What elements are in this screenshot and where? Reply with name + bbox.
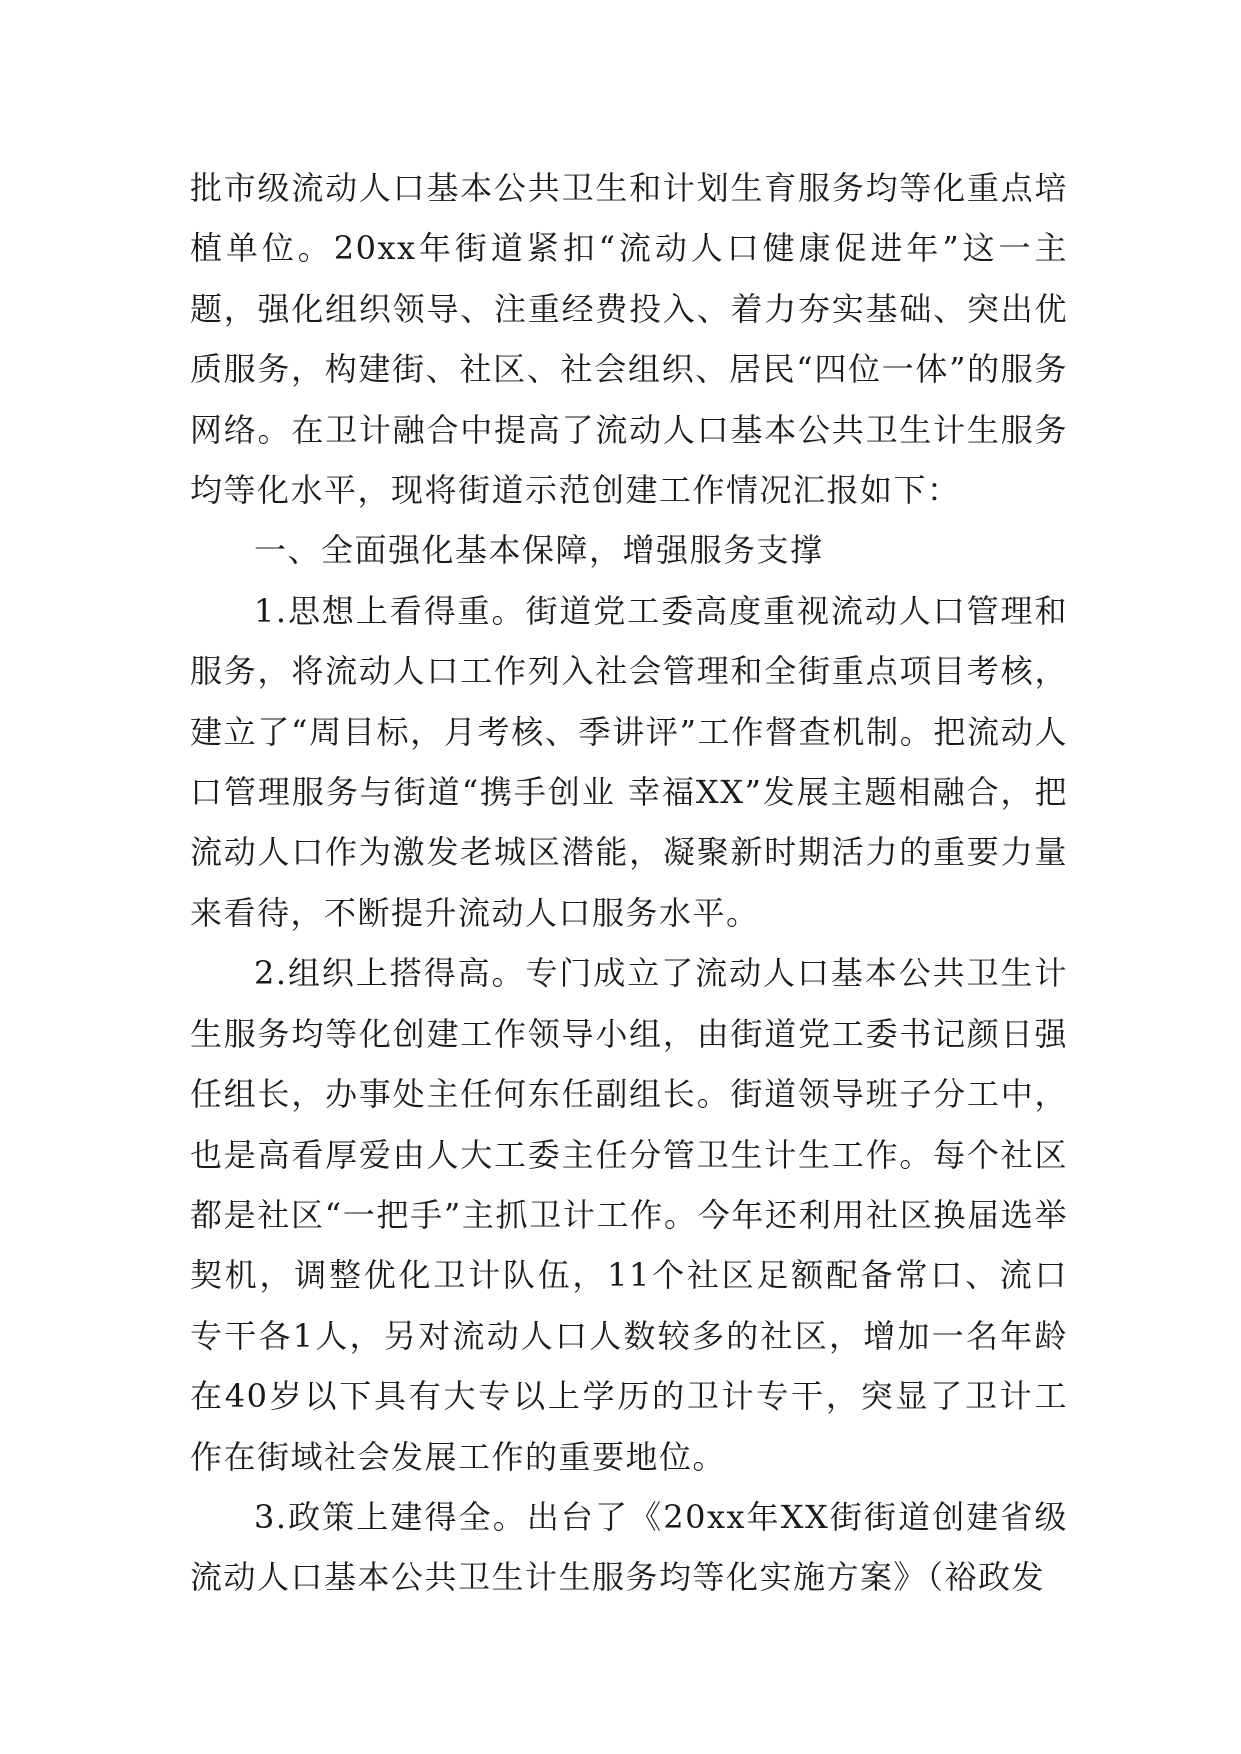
section-heading-1: 一、全面强化基本保障，增强服务支撑	[254, 531, 824, 570]
document-body	[190, 158, 1068, 1608]
paragraph-intro: 批市级流动人口基本公共卫生和计划生育服务均等化重点培植单位。20xx年街道紧扣“流动人口健康促进年”这一主题，强化组织领导、注重经费投入、着力夯实基础、突出优质服务，构建街、社区、社会组织、居民“四位一体”的服务网络。在卫计融合中提高了流动人口基本公共卫生计生服务均等化水平，现将街道示范创建工作情况汇报如下：	[190, 169, 1068, 510]
paragraph-item-1: 1.思想上看得重。街道党工委高度重视流动人口管理和服务，将流动人口工作列入社会管理和全街重点项目考核，建立了“周目标，月考核、季讲评”工作督查机制。把流动人口管理服务与街道“携手创业 幸福XX”发展主题相融合，把流动人口作为激发老城区潜能，凝聚新时期活力的重要力量来看待，不断提升流动人口服务水平。	[190, 591, 1068, 932]
paragraph-item-3: 3.政策上建得全。出台了《20xx年XX街街道创建省级流动人口基本公共卫生计生服务均等化实施方案》（裕政发	[190, 1497, 1068, 1597]
paragraph-item-2: 2.组织上搭得高。专门成立了流动人口基本公共卫生计生服务均等化创建工作领导小组，由街道党工委书记颜日强任组长，办事处主任何东任副组长。街道领导班子分工中，也是高看厚爱由人大工委主任分管卫生计生工作。每个社区都是社区“一把手”主抓卫计工作。今年还利用社区换届选举契机，调整优化卫计队伍，11个社区足额配备常口、流口专干各1人，另对流动人口人数较多的社区，增加一名年龄在40岁以下具有大专以上学历的卫计专干，突显了卫计工作在街域社会发展工作的重要地位。	[190, 954, 1068, 1476]
